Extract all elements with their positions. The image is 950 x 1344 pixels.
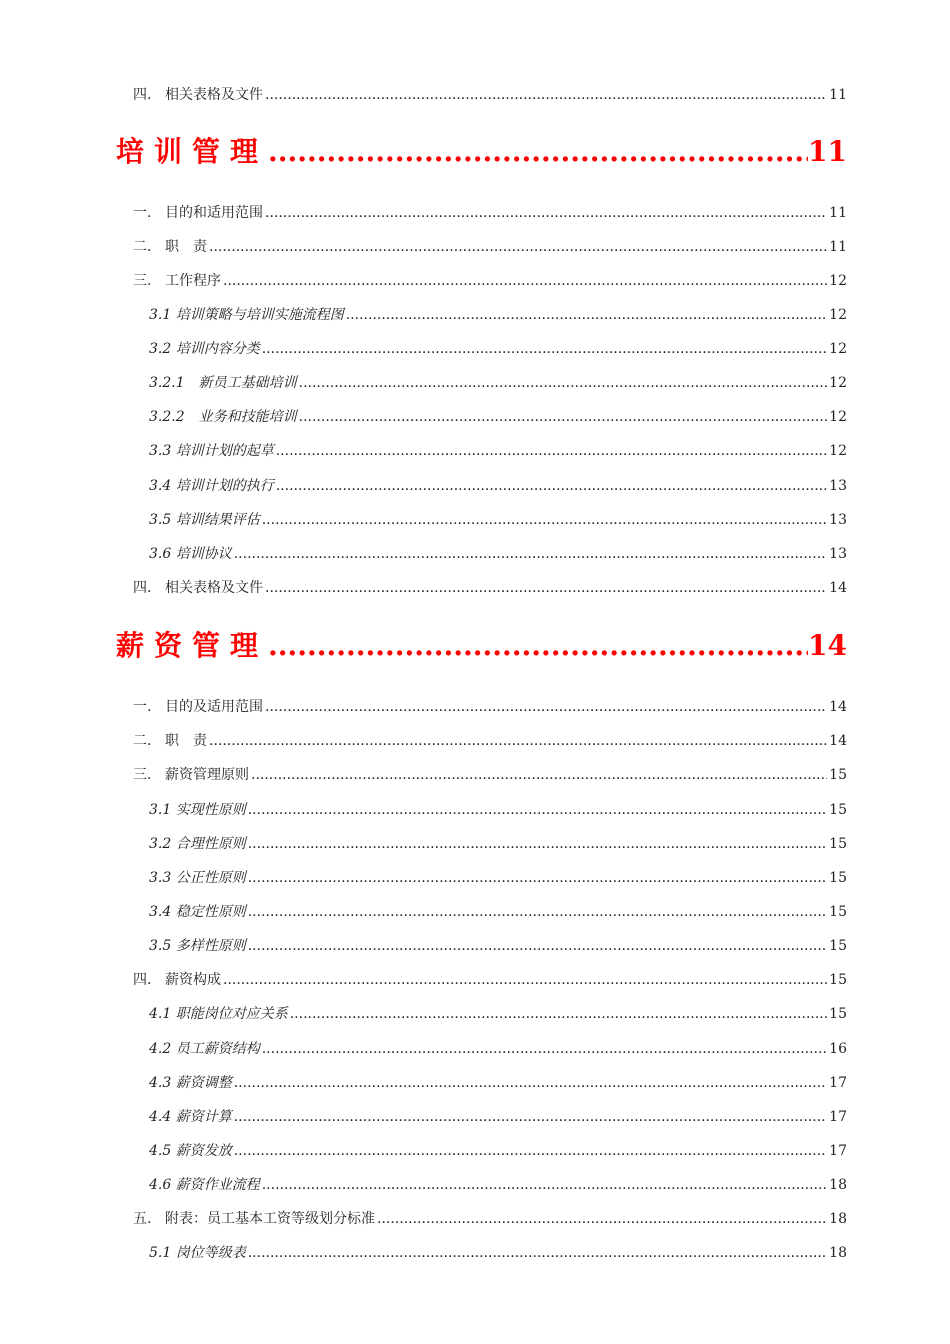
toc-page-number: 15 [829,904,847,920]
toc-page-number: 14 [829,733,847,749]
toc-page-number: 15 [829,972,847,988]
toc-entry-label: 四. 相关表格及文件 [133,580,263,596]
dot-leader [248,938,827,954]
toc-subentry[interactable] [149,935,847,955]
dot-leader [248,1245,827,1261]
dot-leader [265,205,827,221]
dot-leader [234,1075,827,1091]
dot-leader [265,87,827,103]
toc-entry[interactable] [133,1208,847,1228]
toc-chapter-heading[interactable] [116,624,847,664]
dot-leader [268,135,808,168]
toc-entry[interactable] [133,764,847,784]
dot-leader [377,1211,827,1227]
chapter-title: 薪资管理 [116,629,269,662]
toc-entry[interactable] [133,730,847,750]
dot-leader [262,1177,827,1193]
toc-page-number: 15 [829,767,847,783]
toc-subentry-label: 3.2.1 新员工基础培训 [149,375,297,391]
toc-page-number: 13 [829,478,847,494]
dot-leader [265,699,827,715]
toc-page-number: 16 [829,1041,847,1057]
toc-subentry[interactable] [149,475,847,495]
toc-entry-label: 五. 附表：员工基本工资等级划分标准 [133,1211,375,1227]
toc-subentry-label: 3.1 培训策略与培训实施流程图 [149,307,344,323]
toc-subentry[interactable] [149,833,847,853]
toc-page-number: 12 [829,409,847,425]
dot-leader [268,629,808,662]
toc-page-number: 13 [829,546,847,562]
toc-page-number: 12 [829,307,847,323]
toc-subentry-label: 3.2.2 业务和技能培训 [149,409,297,425]
toc-subentry[interactable] [149,338,847,358]
toc-subentry[interactable] [149,509,847,529]
toc-subentry-label: 4.4 薪资计算 [149,1109,232,1125]
toc-entry-label: 三. 薪资管理原则 [133,767,249,783]
toc-subentry-label: 3.4 培训计划的执行 [149,478,274,494]
toc-page-number: 15 [829,802,847,818]
toc-page-number: 12 [829,341,847,357]
toc-page-number: 15 [829,1006,847,1022]
dot-leader [299,409,828,425]
toc-entry-label: 三. 工作程序 [133,273,221,289]
toc-subentry-label: 4.2 员工薪资结构 [149,1041,260,1057]
dot-leader [209,733,827,749]
toc-page-number: 11 [829,239,847,255]
toc-subentry[interactable] [149,1072,847,1092]
dot-leader [262,512,827,528]
dot-leader [265,580,827,596]
toc-subentry-label: 4.3 薪资调整 [149,1075,232,1091]
toc-entry-label: 四. 薪资构成 [133,972,221,988]
toc-subentry[interactable] [149,901,847,921]
toc-page-number: 14 [829,580,847,596]
toc-subentry[interactable] [149,543,847,563]
dot-leader [346,307,827,323]
toc-page-number: 12 [829,273,847,289]
toc-chapter-heading[interactable] [116,130,847,170]
toc-subentry-label: 3.3 公正性原则 [149,870,246,886]
dot-leader [209,239,827,255]
toc-subentry-label: 4.1 职能岗位对应关系 [149,1006,288,1022]
dot-leader [299,375,828,391]
toc-entry[interactable] [133,270,847,290]
toc-subentry[interactable] [149,440,847,460]
toc-subentry-label: 5.1 岗位等级表 [149,1245,246,1261]
dot-leader [234,546,827,562]
toc-page-number: 15 [829,938,847,954]
toc-subentry-label: 3.2 培训内容分类 [149,341,260,357]
toc-subentry[interactable] [149,799,847,819]
toc-subentry-label: 4.6 薪资作业流程 [149,1177,260,1193]
toc-subentry[interactable] [149,1003,847,1023]
toc-page-number: 17 [829,1109,847,1125]
toc-subentry-label: 3.4 稳定性原则 [149,904,246,920]
dot-leader [248,870,827,886]
toc-entry[interactable] [133,84,847,104]
toc-page-number: 15 [829,870,847,886]
toc-subentry[interactable] [149,867,847,887]
toc-subentry-label: 4.5 薪资发放 [149,1143,232,1159]
dot-leader [262,1041,827,1057]
chapter-title: 培训管理 [116,135,269,168]
dot-leader [248,836,827,852]
dot-leader [262,341,827,357]
toc-entry-label: 二. 职 责 [133,239,207,255]
toc-subentry-label: 3.6 培训协议 [149,546,232,562]
toc-page-number: 18 [829,1211,847,1227]
toc-page-number: 11 [829,87,847,103]
toc-entry-label: 一. 目的及适用范围 [133,699,263,715]
dot-leader [223,972,827,988]
toc-subentry[interactable] [149,1106,847,1126]
dot-leader [248,802,827,818]
toc-subentry-label: 3.3 培训计划的起草 [149,443,274,459]
dot-leader [234,1143,827,1159]
dot-leader [251,767,827,783]
toc-page-number: 15 [829,836,847,852]
toc-subentry[interactable] [149,1174,847,1194]
toc-subentry[interactable] [149,1140,847,1160]
toc-page-number: 12 [829,443,847,459]
dot-leader [276,478,827,494]
dot-leader [234,1109,827,1125]
toc-subentry[interactable] [149,372,847,392]
toc-page-number: 13 [829,512,847,528]
toc-subentry-label: 3.2 合理性原则 [149,836,246,852]
dot-leader [276,443,827,459]
toc-entry[interactable] [133,969,847,989]
toc-entry-label: 二. 职 责 [133,733,207,749]
toc-entry[interactable] [133,577,847,597]
toc-page-number: 18 [829,1177,847,1193]
toc-entry[interactable] [133,236,847,256]
dot-leader [248,904,827,920]
toc-page-number: 14 [808,629,847,662]
toc-page-number: 12 [829,375,847,391]
toc-page-number: 11 [829,205,847,221]
toc-subentry-label: 3.1 实现性原则 [149,802,246,818]
toc-page-number: 11 [808,135,847,168]
toc-entry[interactable] [133,202,847,222]
toc-entry-label: 四. 相关表格及文件 [133,87,263,103]
toc-page-number: 18 [829,1245,847,1261]
toc-entry[interactable] [133,696,847,716]
dot-leader [223,273,827,289]
toc-subentry[interactable] [149,304,847,324]
toc-entry-label: 一. 目的和适用范围 [133,205,263,221]
dot-leader [290,1006,827,1022]
toc-subentry-label: 3.5 多样性原则 [149,938,246,954]
toc-subentry[interactable] [149,1038,847,1058]
toc-subentry[interactable] [149,406,847,426]
toc-subentry[interactable] [149,1242,847,1262]
toc-page-number: 17 [829,1075,847,1091]
toc-page-number: 14 [829,699,847,715]
toc-subentry-label: 3.5 培训结果评估 [149,512,260,528]
toc-page-number: 17 [829,1143,847,1159]
